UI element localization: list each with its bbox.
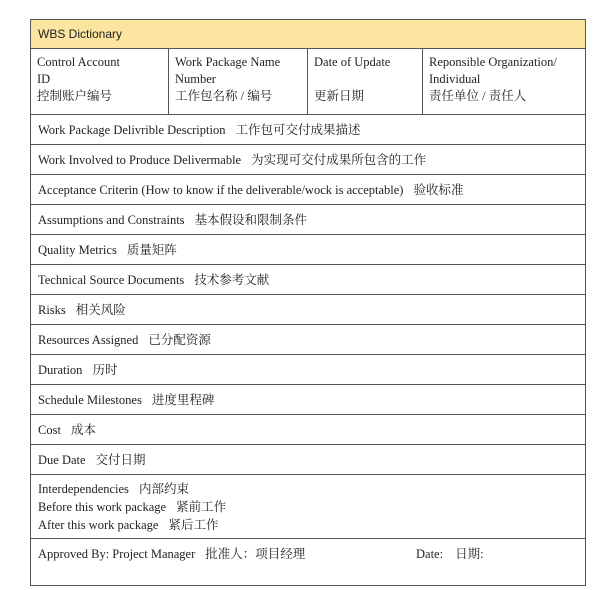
approval-date (416, 539, 484, 569)
approved-by-label-zh: 批准人：项目经理 (205, 547, 306, 561)
control-account-label-en-1: Control Account (37, 55, 120, 69)
row-label-zh: 质量矩阵 (126, 243, 177, 257)
row-label-en: Schedule Milestones (38, 393, 142, 407)
wbs-dictionary-form (30, 19, 586, 586)
row-due-date (31, 445, 585, 475)
row-work-involved (31, 145, 585, 175)
row-approval (31, 539, 585, 571)
date-of-update-spacer (314, 71, 416, 88)
control-account-id-cell (31, 49, 169, 114)
work-package-name-cell (169, 49, 308, 114)
row-label-en: Assumptions and Constraints (38, 213, 185, 227)
row-label-zh: 成本 (70, 423, 96, 437)
row-label-zh: 进度里程碑 (151, 393, 215, 407)
control-account-label-en-2: ID (37, 72, 51, 86)
approved-by-label-en: Approved By: Project Manager (38, 547, 196, 561)
row-label-en: Work Package Delivrible Description (38, 123, 226, 137)
date-of-update-label-zh: 更新日期 (314, 89, 365, 103)
row-label-en: Technical Source Documents (38, 273, 185, 287)
row-cost (31, 415, 585, 445)
row-label-zh: 已分配资源 (148, 333, 211, 347)
work-package-label-en-2: Number (175, 72, 216, 86)
work-package-label-en-1: Work Package Name (175, 55, 281, 69)
control-account-label-zh: 控制账户编号 (37, 89, 113, 103)
row-acceptance-criteria (31, 175, 585, 205)
row-label-zh: 验收标准 (413, 183, 464, 197)
responsible-organization-cell (423, 49, 585, 114)
row-label-en: Duration (38, 363, 83, 377)
header-fields-row (31, 49, 585, 115)
date-of-update-cell (308, 49, 423, 114)
interdependencies-title-en: Interdependencies (38, 482, 129, 496)
responsible-label-zh: 责任单位 / 责任人 (429, 89, 527, 103)
form-title: WBS Dictionary (31, 20, 585, 49)
row-label-en: Quality Metrics (38, 243, 117, 257)
row-label-en: Resources Assigned (38, 333, 139, 347)
row-label-en: Work Involved to Produce Delivermable (38, 153, 242, 167)
row-assumptions (31, 205, 585, 235)
approval-date-label-en: Date: (416, 547, 444, 561)
row-label-zh: 相关风险 (75, 303, 126, 317)
work-package-label-zh: 工作包名称 / 编号 (175, 89, 273, 103)
interdependencies-title-zh: 内部约束 (138, 482, 189, 496)
after-label-en: After this work package (38, 518, 159, 532)
row-label-zh: 为实现可交付成果所包含的工作 (251, 153, 427, 167)
row-schedule-milestones (31, 385, 585, 415)
row-technical-docs (31, 265, 585, 295)
row-resources (31, 325, 585, 355)
row-label-en: Cost (38, 423, 61, 437)
row-label-zh: 交付日期 (95, 453, 146, 467)
row-label-en: Risks (38, 303, 66, 317)
row-label-en: Acceptance Criterin (How to know if the deliverable/wock is acceptable) (38, 183, 404, 197)
row-label-zh: 工作包可交付成果描述 (235, 123, 361, 137)
row-description (31, 115, 585, 145)
row-label-zh: 历时 (92, 363, 118, 377)
row-duration (31, 355, 585, 385)
row-risks (31, 295, 585, 325)
responsible-label-en-2: Individual (429, 72, 481, 86)
approval-date-label-zh: 日期: (455, 547, 484, 561)
before-label-en: Before this work package (38, 500, 167, 514)
date-of-update-label-en: Date of Update (314, 55, 391, 69)
row-label-en: Due Date (38, 453, 86, 467)
row-label-zh: 基本假设和限制条件 (194, 213, 308, 227)
responsible-label-en-1: Reponsible Organization/ (429, 55, 557, 69)
row-label-zh: 技术参考文献 (194, 273, 270, 287)
row-quality-metrics (31, 235, 585, 265)
row-interdependencies (31, 475, 585, 539)
after-label-zh: 紧后工作 (168, 518, 219, 532)
before-label-zh: 紧前工作 (176, 500, 227, 514)
